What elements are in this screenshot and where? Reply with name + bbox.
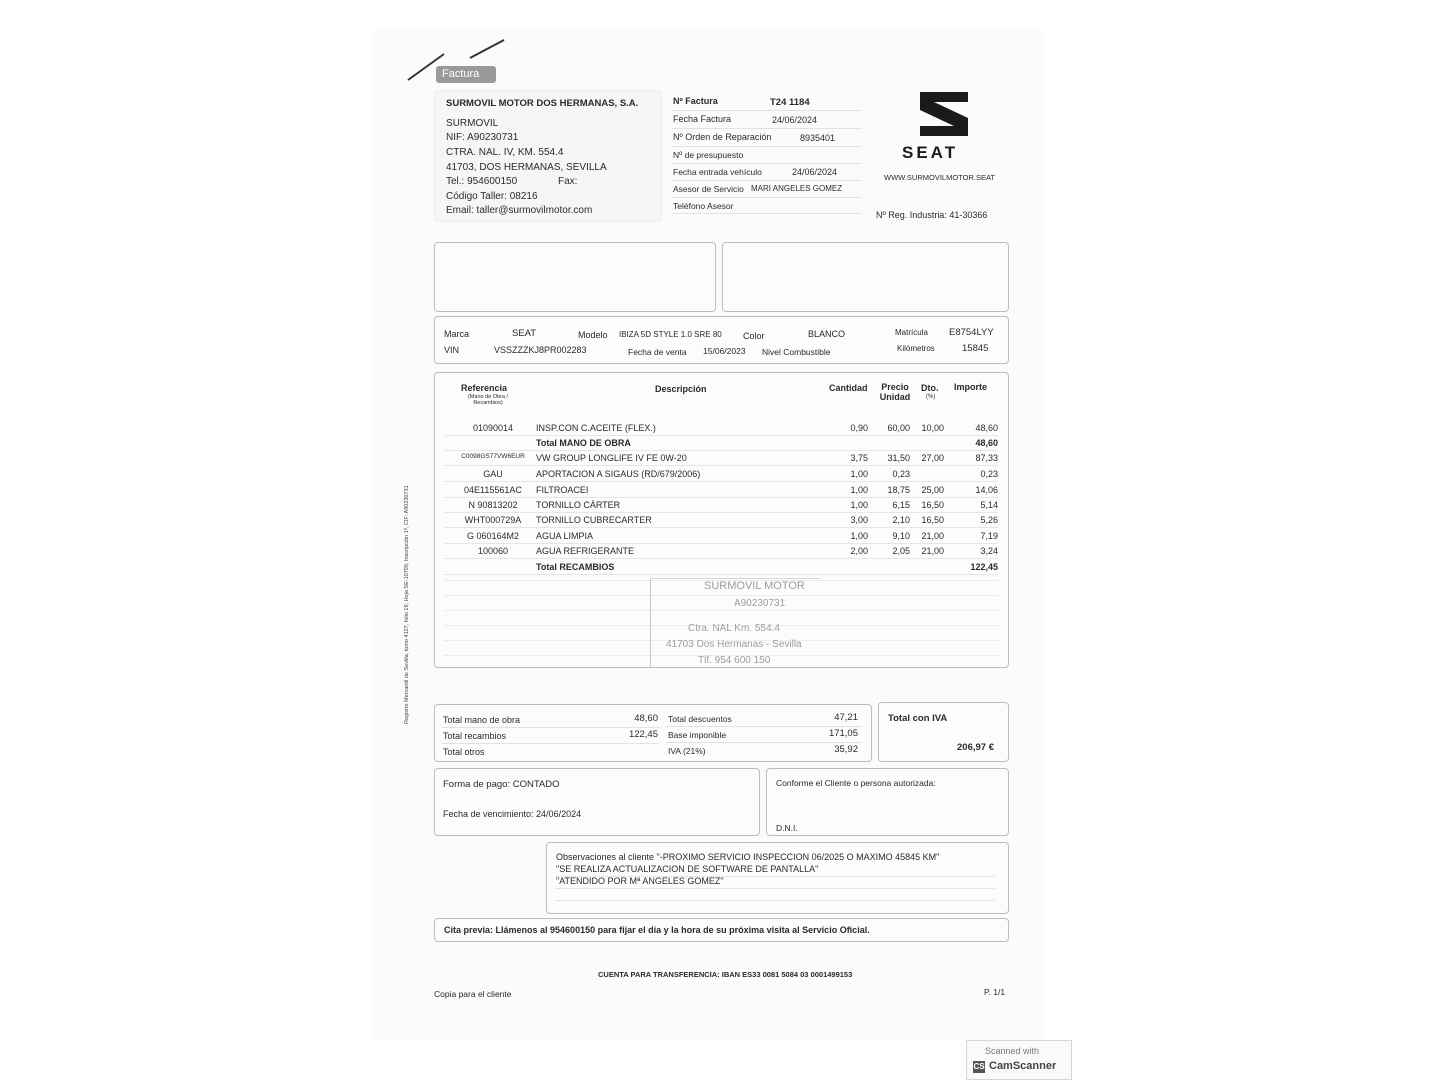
row-qty: 1,00 (850, 500, 868, 510)
header-reference-sub: (Mano de Obra / Recambios) (467, 394, 509, 406)
company-workshop-code: Código Taller: 08216 (446, 191, 538, 202)
row-ref: 01090014 (472, 423, 514, 433)
sale-date-value: 15/06/2023 (703, 346, 746, 356)
row-ref: 100060 (477, 546, 509, 556)
header-amount: Importe (954, 382, 988, 392)
camscanner-icon: CS (973, 1062, 985, 1071)
stamp-line5: Tlf. 954 600 150 (698, 655, 771, 666)
row-ref: 04E115561AC (464, 485, 522, 495)
total-discounts-value: 47,21 (834, 712, 858, 723)
total-discounts-label: Total descuentos (668, 714, 732, 724)
row-disc: 16,50 (921, 500, 944, 510)
row-qty: 1,00 (850, 485, 868, 495)
row-disc: 16,50 (921, 515, 944, 525)
row-desc: APORTACION A SIGAUS (RD/679/2006) (536, 469, 701, 479)
vehicle-box (434, 316, 1009, 364)
row-amount: 5,26 (980, 515, 998, 525)
row-amount: 5,14 (980, 500, 998, 510)
customer-copy-label: Copia para el cliente (434, 989, 512, 999)
rule (556, 900, 996, 902)
row-rule (444, 481, 998, 482)
vat-label: IVA (21%) (668, 746, 706, 756)
seat-logo-icon (912, 88, 976, 140)
row-rule (444, 527, 998, 528)
make-label: Marca (444, 329, 470, 339)
row-price: 6,15 (892, 500, 910, 510)
company-nif: NIF: A90230731 (446, 132, 519, 143)
row-desc: FILTROACEI (536, 485, 589, 495)
entry-date-label: Fecha entrada vehículo (673, 167, 762, 177)
entry-date: 24/06/2024 (792, 167, 838, 177)
row-ref: G 060164M2 (466, 531, 520, 541)
row-price: 18,75 (887, 485, 910, 495)
row-qty: 1,00 (850, 469, 868, 479)
row-amount: 7,19 (980, 531, 998, 541)
row-desc: Total MANO DE OBRA (536, 438, 631, 448)
row-disc: 21,00 (921, 531, 944, 541)
header-discount-sub: (%) (926, 394, 936, 400)
seat-logo-text: SEAT (902, 143, 959, 162)
row-qty: 3,75 (850, 453, 868, 463)
invoice-number: T24 1184 (770, 97, 810, 108)
row-rule (444, 558, 998, 559)
stamp-line2: A90230731 (734, 598, 786, 609)
industry-registry: Nº Reg. Industria: 41-30366 (876, 210, 988, 220)
make-value: SEAT (512, 328, 537, 339)
budget-label: Nº de presupuesto (673, 150, 744, 160)
rule (666, 742, 862, 743)
row-qty: 1,00 (850, 531, 868, 541)
row-desc: TORNILLO CUBRECARTER (536, 515, 652, 525)
repair-order-label: Nº Orden de Reparación (673, 132, 772, 142)
plate-label: Matrícula (895, 328, 928, 337)
company-address2: 41703, DOS HERMANAS, SEVILLA (446, 162, 607, 173)
rule (672, 213, 862, 214)
row-desc: TORNILLO CÁRTER (536, 500, 621, 510)
total-labor-value: 48,60 (634, 713, 658, 724)
row-desc: Total RECAMBIOS (536, 562, 615, 572)
row-price: 0,23 (892, 469, 910, 479)
company-address1: CTRA. NAL. IV, KM. 554.4 (446, 147, 564, 158)
advisor-name: MARI ANGELES GOMEZ (751, 184, 843, 193)
brand-website: WWW.SURMOVILMOTOR.SEAT (884, 173, 995, 182)
row-rule (444, 465, 998, 466)
row-desc: AGUA LIMPIA (536, 531, 594, 541)
row-ref: N 90813202 (468, 500, 518, 510)
total-labor-label: Total mano de obra (443, 715, 521, 725)
header-unit-price: Precio Unidad (879, 382, 911, 402)
total-parts-value: 122,45 (628, 729, 658, 740)
notes-line3: "ATENDIDO POR Mª ANGELES GOMEZ" (556, 876, 724, 886)
row-rule (444, 512, 998, 513)
fuel-label: Nivel Combustible (762, 347, 831, 357)
vat-value: 35,92 (834, 744, 858, 755)
km-label: Kilómetros (897, 344, 935, 353)
notes-line2: "SE REALIZA ACTUALIZACION DE SOFTWARE DE PANTALLA" (556, 864, 819, 874)
payment-method: Forma de pago: CONTADO (443, 779, 560, 790)
row-disc: 21,00 (921, 546, 944, 556)
row-rule (444, 574, 998, 575)
row-disc: 27,00 (921, 453, 944, 463)
rule (672, 163, 862, 164)
page-number: P. 1/1 (984, 987, 1006, 997)
header-reference: Referencia (461, 383, 508, 393)
customer-conform-label: Conforme el Cliente o persona autorizada: (776, 778, 936, 788)
dni-label: D.N.I. (776, 823, 798, 833)
repair-order: 8935401 (800, 133, 836, 143)
rule (672, 180, 862, 181)
row-desc: INSP.CON C.ACEITE (FLEX.) (536, 423, 656, 433)
header-quantity: Cantidad (829, 383, 868, 393)
due-date: Fecha de vencimiento: 24/06/2024 (443, 809, 582, 819)
stamp-line4: 41703 Dos Hermanas - Sevilla (666, 639, 802, 650)
bank-account: CUENTA PARA TRANSFERENCIA: IBAN ES33 0081 5084 03 0001499153 (598, 970, 853, 979)
company-tel: Tel.: 954600150 (446, 176, 518, 187)
invoice-number-label: Nº Factura (673, 96, 718, 106)
color-value: BLANCO (808, 329, 846, 339)
row-ref: C0098GS77VW6EUR (461, 453, 525, 460)
camscanner-watermark (966, 1040, 1072, 1080)
appointment-text: Cita previa: Llámenos al 954600150 para fijar el día y la hora de su próxima visita al Servicio Oficial. (444, 925, 870, 935)
row-qty: 0,90 (850, 423, 868, 433)
model-value: IBIZA 5D STYLE 1.0 SRE 80 (619, 330, 722, 339)
company-email: Email: taller@surmovilmotor.com (446, 205, 593, 216)
row-amount: 0,23 (980, 469, 998, 479)
customer-box-right (722, 242, 1009, 312)
document-type-tag: Factura (436, 66, 496, 83)
row-price: 9,10 (892, 531, 910, 541)
header-discount: Dto. (921, 383, 939, 393)
row-desc: AGUA REFRIGERANTE (536, 546, 635, 556)
row-amount: 122,45 (970, 562, 998, 572)
scanner-brand: CamScanner (989, 1060, 1057, 1072)
company-fax: Fax: (558, 176, 578, 187)
scanner-top-text: Scanned with (985, 1046, 1040, 1056)
total-other-label: Total otros (443, 747, 485, 757)
row-rule (444, 450, 998, 451)
rule (672, 197, 862, 198)
row-price: 2,05 (892, 546, 910, 556)
advisor-label: Asesor de Servicio (673, 184, 744, 194)
rule (556, 876, 996, 878)
row-disc: 25,00 (921, 485, 944, 495)
row-disc: 10,00 (921, 423, 944, 433)
header-description: Descripción (655, 384, 707, 394)
row-rule (444, 543, 998, 544)
rule (672, 128, 862, 129)
grand-total-label: Total con IVA (888, 713, 948, 724)
sale-date-label: Fecha de venta (628, 347, 687, 357)
row-desc: VW GROUP LONGLIFE IV FE 0W-20 (536, 453, 687, 463)
rule (672, 146, 862, 147)
row-amount: 3,24 (980, 546, 998, 556)
rule (556, 888, 996, 890)
row-price: 31,50 (887, 453, 910, 463)
stamp-line3: Ctra. NAL Km. 554.4 (688, 623, 780, 634)
model-label: Modelo (578, 330, 608, 340)
color-label: Color (743, 331, 765, 341)
stamp-line1: SURMOVIL MOTOR (704, 580, 805, 592)
rule (442, 743, 660, 744)
row-amount: 48,60 (975, 423, 998, 433)
invoice-date-label: Fecha Factura (673, 114, 732, 124)
company-short: SURMOVIL (446, 118, 499, 129)
row-ref: GAU (483, 469, 503, 479)
row-qty: 2,00 (850, 546, 868, 556)
km-value: 15845 (962, 343, 989, 354)
total-parts-label: Total recambios (443, 731, 507, 741)
rule (442, 727, 660, 728)
row-amount: 87,33 (975, 453, 998, 463)
row-rule (444, 497, 998, 498)
vin-value: VSSZZZKJ8PR002283 (494, 345, 587, 355)
customer-box-left (434, 242, 716, 312)
row-price: 2,10 (892, 515, 910, 525)
row-qty: 3,00 (850, 515, 868, 525)
vin-label: VIN (444, 345, 460, 355)
rule (672, 110, 862, 111)
advisor-phone-label: Teléfono Asesor (673, 201, 734, 211)
row-rule (444, 435, 998, 436)
plate-value: E8754LYY (949, 327, 994, 338)
rule (666, 726, 862, 727)
tax-base-value: 171,05 (828, 728, 858, 739)
row-ref: WHT000729A (464, 515, 522, 525)
invoice-date: 24/06/2024 (772, 115, 818, 125)
registry-side-text: Registro Mercantil de Sevilla, tomo 4127, folio 19, Hoja SE-10799, Inscripción 1ª, CIF: A90230731 (404, 485, 410, 724)
row-amount: 14,06 (975, 485, 998, 495)
row-price: 60,00 (887, 423, 910, 433)
company-name: SURMOVIL MOTOR DOS HERMANAS, S.A. (446, 98, 639, 109)
grand-total-value: 206,97 € (957, 742, 994, 753)
row-amount: 48,60 (975, 438, 998, 448)
notes-line1: Observaciones al cliente "-PROXIMO SERVICIO INSPECCION 06/2025 O MAXIMO 45845 KM" (556, 852, 940, 862)
tax-base-label: Base imponible (668, 730, 727, 740)
grand-total-box (878, 702, 1009, 762)
